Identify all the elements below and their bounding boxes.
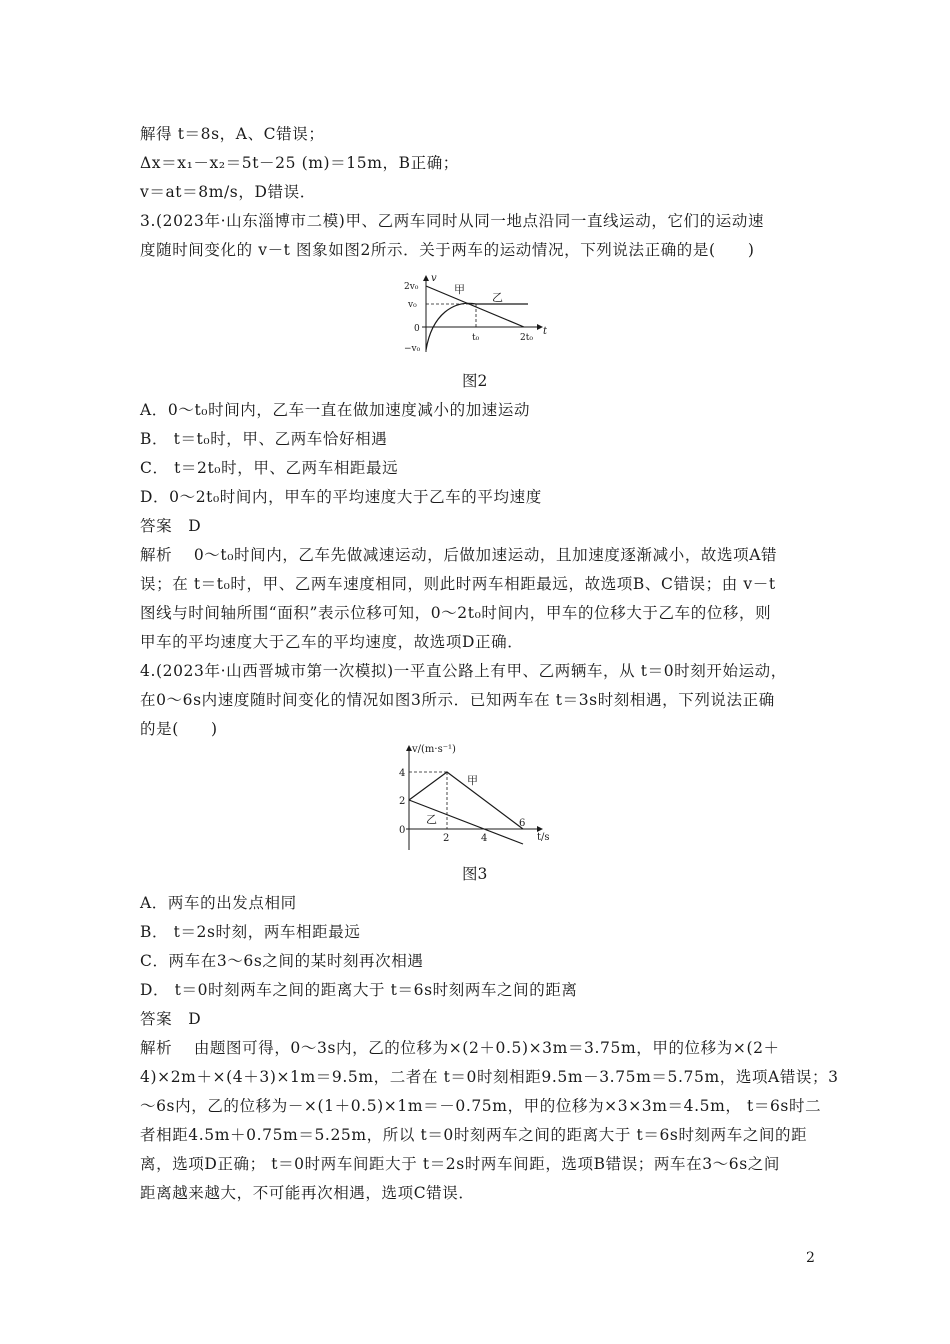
tick-label: 4 bbox=[481, 833, 488, 844]
t-axis-label: t/s bbox=[537, 832, 550, 843]
option-b: B． t＝t₀时，甲、乙两车恰好相遇 bbox=[140, 430, 388, 448]
tick-label: 0 bbox=[399, 825, 406, 836]
figure-3-vt-graph bbox=[392, 742, 562, 852]
question-4-stem: 在0～6s内速度随时间变化的情况如图3所示．已知两车在 t＝3s时刻相遇，下列说法正确 bbox=[140, 691, 775, 709]
series-label-jia: 甲 bbox=[454, 283, 465, 296]
tick-label: 2t₀ bbox=[520, 333, 533, 343]
tick-label: 2v₀ bbox=[404, 282, 419, 292]
series-label-jia: 甲 bbox=[467, 774, 478, 787]
series-label-yi: 乙 bbox=[492, 291, 503, 304]
analysis: 者相距4.5m＋0.75m＝5.25m，所以 t＝0时刻两车之间的距离大于 t＝6s时刻两车之间的距 bbox=[140, 1126, 808, 1144]
analysis: ～6s内，乙的位移为－×(1＋0.5)×1m＝－0.75m，甲的位移为×3×3m＝4.5m， t＝6s时二 bbox=[140, 1097, 822, 1115]
tick-label: 2 bbox=[443, 833, 450, 844]
analysis: 解析 由题图可得，0～3s内，乙的位移为×(2＋0.5)×3m＝3.75m，甲的位移为×(2＋ bbox=[140, 1039, 780, 1057]
option-b: B． t＝2s时刻，两车相距最远 bbox=[140, 923, 361, 941]
analysis: 甲车的平均速度大于乙车的平均速度，故选项D正确． bbox=[140, 633, 524, 651]
tick-label: 4 bbox=[399, 768, 406, 779]
tick-label: 6 bbox=[519, 818, 526, 829]
option-a: A．0～t₀时间内，乙车一直在做加速度减小的加速运动 bbox=[140, 401, 531, 419]
figure-3-caption: 图3 bbox=[462, 865, 488, 883]
page-number: 2 bbox=[806, 1250, 815, 1266]
option-c: C．两车在3～6s之间的某时刻再次相遇 bbox=[140, 952, 424, 970]
question-4-stem: 4.(2023年·山西晋城市第一次模拟)一平直公路上有甲、乙两辆车，从 t＝0时刻开始运动， bbox=[140, 662, 787, 680]
figure-2-caption: 图2 bbox=[462, 372, 488, 390]
option-d: D．0～2t₀时间内，甲车的平均速度大于乙车的平均速度 bbox=[140, 488, 542, 506]
text-line: Δx＝x₁－x₂＝5t－25 (m)＝15m，B正确； bbox=[140, 154, 459, 172]
option-d: D． t＝0时刻两车之间的距离大于 t＝6s时刻两车之间的距离 bbox=[140, 981, 578, 999]
answer: 答案 D bbox=[140, 517, 202, 535]
jia-line bbox=[426, 286, 524, 327]
option-c: C． t＝2t₀时，甲、乙两车相距最远 bbox=[140, 459, 399, 477]
tick-label: t₀ bbox=[472, 333, 480, 343]
analysis: 解析 0～t₀时间内，乙车先做减速运动，后做加速运动，且加速度逐渐减小，故选项A错 bbox=[140, 546, 778, 564]
figure-2-vt-graph bbox=[396, 272, 556, 360]
tick-label: 2 bbox=[399, 796, 406, 807]
tick-label: 0 bbox=[414, 324, 420, 334]
analysis: 误；在 t＝t₀时，甲、乙两车速度相同，则此时两车相距最远，故选项B、C错误；由 v－t bbox=[140, 575, 776, 593]
analysis: 图线与时间轴所围“面积”表示位移可知，0～2t₀时间内，甲车的位移大于乙车的位移，则 bbox=[140, 604, 772, 622]
v-axis-label: v bbox=[431, 273, 437, 284]
tick-label: −v₀ bbox=[404, 344, 421, 354]
series-label-yi: 乙 bbox=[426, 813, 437, 826]
analysis: 4)×2m＋×(4＋3)×1m＝9.5m，二者在 t＝0时刻相距9.5m－3.75m＝5.75m，选项A错误；3 bbox=[140, 1068, 839, 1086]
analysis: 离，选项D正确； t＝0时两车间距大于 t＝2s时两车间距，选项B错误；两车在3～6s之间 bbox=[140, 1155, 780, 1173]
question-4-stem: 的是( ) bbox=[140, 720, 218, 738]
question-3-stem: 3.(2023年·山东淄博市二模)甲、乙两车同时从同一地点沿同一直线运动，它们的运动速 bbox=[140, 212, 765, 230]
question-3-stem: 度随时间变化的 v－t 图象如图2所示．关于两车的运动情况，下列说法正确的是( ) bbox=[140, 241, 755, 259]
option-a: A．两车的出发点相同 bbox=[140, 894, 297, 912]
text-line: 解得 t＝8s，A、C错误； bbox=[140, 125, 325, 143]
text-line: v＝at＝8m/s，D错误． bbox=[140, 183, 316, 201]
t-axis-label: t bbox=[543, 326, 548, 337]
answer: 答案 D bbox=[140, 1010, 202, 1028]
analysis: 距离越来越大，不可能再次相遇，选项C错误． bbox=[140, 1184, 475, 1202]
v-axis-label: v/(m·s⁻¹) bbox=[412, 744, 456, 755]
tick-label: v₀ bbox=[408, 300, 417, 310]
